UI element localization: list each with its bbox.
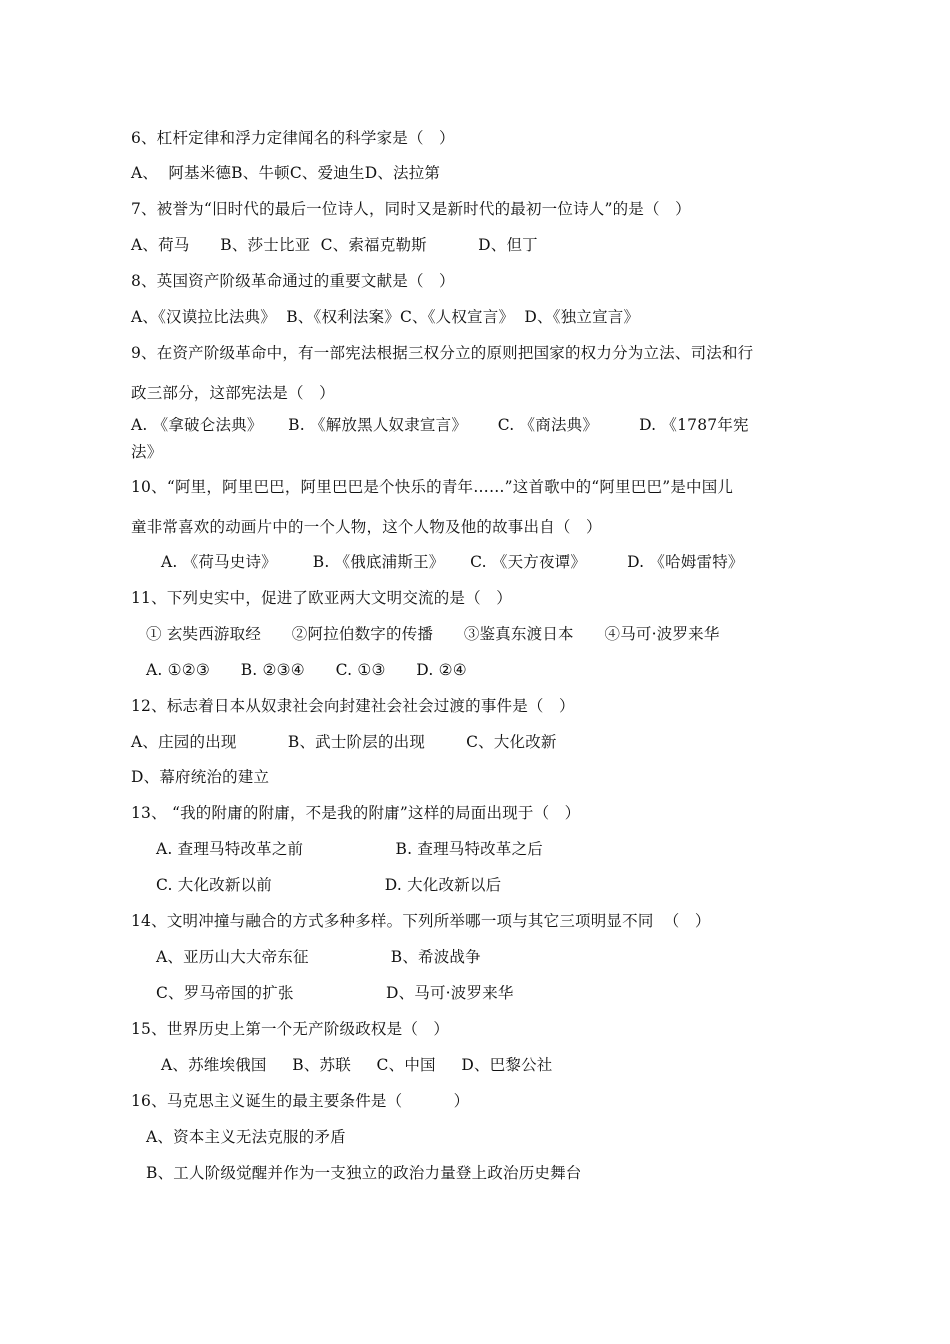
question-7: 7、被誉为“旧时代的最后一位诗人，同时又是新时代的最初一位诗人”的是（ ） — [131, 200, 691, 218]
question-9-line-2: 政三部分，这部宪法是（ ） — [131, 384, 335, 402]
question-14-options-cd: C、罗马帝国的扩张 D、马可·波罗来华 — [156, 984, 514, 1002]
question-6-options: A、 阿基米德B、牛顿C、爱迪生D、法拉第 — [131, 164, 441, 182]
question-8-options: A、《汉谟拉比法典》 B、《权利法案》C、《人权宣言》 D、《独立宣言》 — [131, 308, 640, 326]
question-9-line-1: 9、在资产阶级革命中，有一部宪法根据三权分立的原则把国家的权力分为立法、司法和行 — [131, 344, 754, 362]
question-11: 11、下列史实中，促进了欧亚两大文明交流的是（ ） — [131, 589, 512, 607]
question-13: 13、 “我的附庸的附庸，不是我的附庸”这样的局面出现于（ ） — [131, 804, 581, 822]
question-10-options: A. 《荷马史诗》 B. 《俄底浦斯王》 C. 《天方夜谭》 D. 《哈姆雷特》 — [161, 553, 744, 571]
question-15-options: A、苏维埃俄国 B、苏联 C、中国 D、巴黎公社 — [161, 1056, 553, 1074]
question-11-options: A. ①②③ B. ②③④ C. ①③ D. ②④ — [146, 661, 467, 679]
question-16-option-a: A、资本主义无法克服的矛盾 — [146, 1128, 346, 1146]
question-8: 8、英国资产阶级革命通过的重要文献是（ ） — [131, 272, 455, 290]
question-15: 15、世界历史上第一个无产阶级政权是（ ） — [131, 1020, 450, 1038]
question-9-options: A. 《拿破仑法典》 B. 《解放黑人奴隶宣言》 C. 《商法典》 D. 《1787年宪 — [131, 416, 749, 434]
question-6: 6、杠杆定律和浮力定律闻名的科学家是（ ） — [131, 129, 455, 147]
question-13-options-ab: A. 查理马特改革之前 B. 查理马特改革之后 — [156, 840, 543, 858]
question-9-options-wrap: 法》 — [131, 443, 163, 461]
question-14: 14、文明冲撞与融合的方式多种多样。下列所举哪一项与其它三项明显不同 （ ） — [131, 912, 711, 930]
question-7-options: A、荷马 B、莎士比亚 C、索福克勒斯 D、但丁 — [131, 236, 538, 254]
question-12-option-d: D、幕府统治的建立 — [131, 768, 270, 786]
question-10-line-2: 童非常喜欢的动画片中的一个人物，这个人物及他的故事出自（ ） — [131, 518, 602, 536]
question-16: 16、马克思主义诞生的最主要条件是（ ） — [131, 1092, 470, 1110]
question-16-option-b: B、工人阶级觉醒并作为一支独立的政治力量登上政治历史舞台 — [146, 1164, 582, 1182]
question-10-line-1: 10、“阿里，阿里巴巴，阿里巴巴是个快乐的青年……”这首歌中的“阿里巴巴”是中国儿 — [131, 478, 734, 496]
question-11-items: ① 玄奘西游取经 ②阿拉伯数字的传播 ③鉴真东渡日本 ④马可·波罗来华 — [146, 625, 720, 643]
question-13-options-cd: C. 大化改新以前 D. 大化改新以后 — [156, 876, 502, 894]
question-14-options-ab: A、亚历山大大帝东征 B、希波战争 — [156, 948, 481, 966]
question-12: 12、标志着日本从奴隶社会向封建社会社会过渡的事件是（ ） — [131, 697, 575, 715]
question-12-options: A、庄园的出现 B、武士阶层的出现 C、大化改新 — [131, 733, 557, 751]
